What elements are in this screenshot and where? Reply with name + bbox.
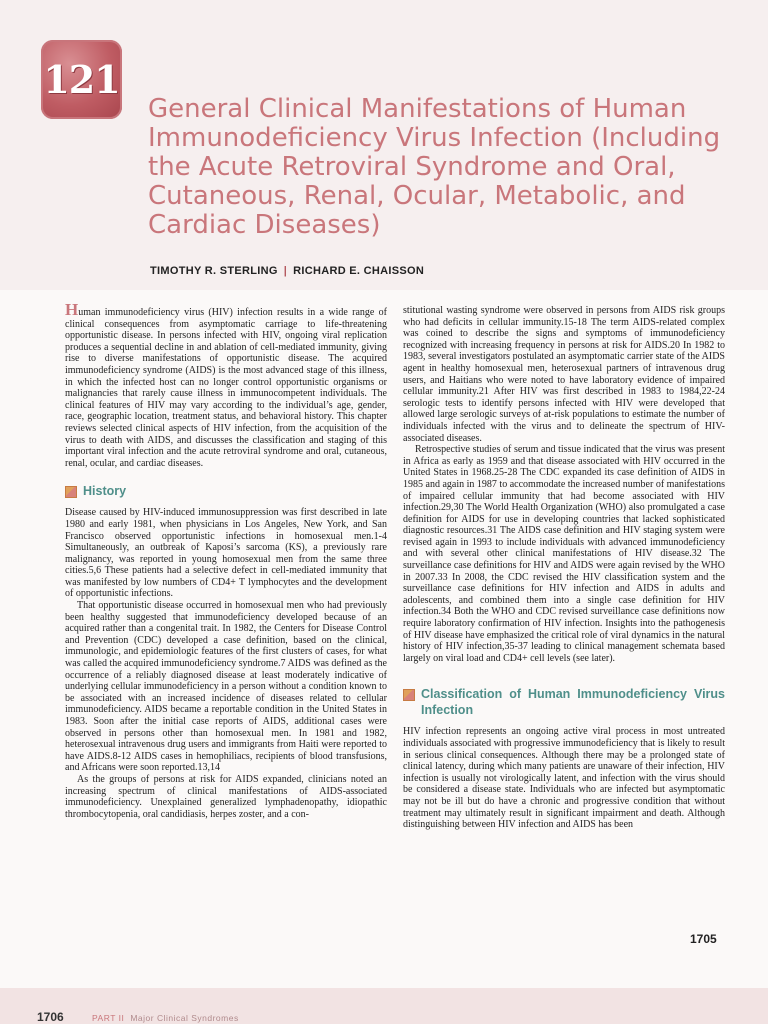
right-column: [403, 305, 725, 831]
footer-page-number: 1706: [37, 1010, 64, 1024]
authors: [150, 265, 424, 277]
chapter-number-badge: [41, 40, 122, 119]
footer-part-label: [92, 1013, 239, 1023]
classification-paragraph-1: HIV infection represents an ongoing active viral process in most untreated individuals associated with progressive immunodeficiency that is likely to result in serious clinical consequences. Although there may be a prolonged state of clinical latency, during which many patients are unaware of their infection, HIV infection is usually not virologically latent, and infection with the virus should be considered a disease state. Individuals who are infected but asymptomatic may not be ill but do have a chronic and progressive condition that without treatment may ultimately result in significant impairment and death. Although distinguishing between HIV infection and AIDS has been: [403, 726, 725, 831]
intro-paragraph: [65, 300, 387, 469]
right-paragraph-2: Retrospective studies of serum and tissue indicated that the virus was present in Africa as early as 1959 and that disease associated with HIV occurred in the United States in 1968.25-28 The CDC expanded its case definition of AIDS in 1985 and again in 1987 to accommodate the increased number of manifestations of impaired cellular immunity that had become associated with HIV infection.29,30 The World Health Organization (WHO) also promulgated a case definition for AIDS for use in developing countries that lacked sophisticated diagnostic resources.31 The AIDS case definition and HIV staging system were revised again in 1993 to include individuals with advanced immunodeficiency and with several other clinical manifestations of HIV disease.32 The surveillance case definitions for HIV and AIDS were again revised by the WHO in 2007.33 In 2008, the CDC revised the HIV classification system and the surveillance case definitions for HIV infection and AIDS in adults and adolescents, and combined them into a single case definition for HIV infection.34 Both the WHO and CDC revised surveillance case definitions now require laboratory confirmation of HIV infection. Insights into the pathogenesis of HIV disease have emphasized the critical role of viral dynamics in the natural history of HIV infection,35-37 leading to clinical management schemata based largely on viral load and CD4+ cell levels (see later).: [403, 444, 725, 664]
section-marker-icon: [65, 486, 77, 498]
section-heading-history: [65, 483, 387, 499]
section-heading-text: Classification of Human Immunodeficiency Virus Infection: [421, 687, 725, 718]
section-heading-text: History: [83, 484, 127, 499]
page-number-right: 1705: [690, 932, 717, 946]
footer-part-title: Major Clinical Syndromes: [130, 1013, 239, 1023]
history-paragraph-1: Disease caused by HIV-induced immunosuppression was first described in late 1980 and early 1981, when physicians in Los Angeles, New York, and San Francisco observed opportunistic infections in homosexual men.1-4 Simultaneously, an outbreak of Kaposi’s sarcoma (KS), a previously rare malignancy, was reported in young homosexual men from the same three cities.5,6 These patients had a selective defect in cell-mediated immunity that was manifested by low numbers of CD4+ T lymphocytes and the development of opportunistic infections.: [65, 507, 387, 600]
author-2: RICHARD E. CHAISSON: [293, 265, 425, 277]
intro-text: uman immunodeficiency virus (HIV) infection results in a wide range of clinical consequences from asymptomatic carriage to life-threatening opportunistic disease. In persons infected with HIV, ongoing viral replication produces a sequential decline in and ablation of cell-mediated immunity, giving rise to diverse manifestations of opportunistic disease. The acquired immunodeficiency syndrome (AIDS) is the most advanced stage of this illness, in which the infected host can no longer control opportunistic organisms or malignancies that rarely cause illness in immunocompetent individuals. The clinical features of HIV may vary according to the individual’s age, gender, race, geographic location, treatment status, and behavioral history. This chapter reviews selected clinical aspects of HIV infection, from the acquisition of the virus to death with AIDS, and discusses the classification and staging of this important viral infection and the acute retroviral syndrome and oral, cutaneous, renal, ocular, and cardiac diseases.: [65, 307, 387, 469]
author-1: TIMOTHY R. STERLING: [150, 265, 278, 277]
chapter-number: 121: [43, 57, 120, 102]
section-marker-icon: [403, 689, 415, 701]
history-paragraph-2: That opportunistic disease occurred in homosexual men who had previously been healthy suggested that immunodeficiency developed because of an acquired rather than a congenital trait. In 1982, the Centers for Disease Control and Prevention (CDC) developed a case definition, based on the clinical, immunologic, and epidemiologic features of the first clusters of cases, for what was called the acquired immunodeficiency syndrome.7 AIDS was defined as the occurrence of a reliably diagnosed disease at least moderately indicative of underlying cellular immunodeficiency in a person without a condition known to be associated with an increased incidence of diseases related to cellular immunodeficiency. AIDS became a reportable condition in the United States in 1983. Soon after the initial case reports of AIDS, additional cases were observed in persons other than homosexual men. In 1981 and 1982, heterosexual intravenous drug users and immigrants from Haiti were reported to have AIDS.8-12 AIDS cases in hemophiliacs, recipients of blood transfusions, and Africans were soon reported.13,14: [65, 600, 387, 774]
footer-part: PART II: [92, 1013, 125, 1023]
chapter-title: General Clinical Manifestations of Human Immunodeficiency Virus Infection (Including the Acute Retroviral Syndrome and Oral, Cutaneous, Renal, Ocular, Metabolic, and Cardiac Diseases): [148, 94, 721, 240]
section-heading-classification: [403, 686, 725, 718]
author-separator: |: [283, 265, 288, 277]
left-column: [65, 300, 387, 820]
history-paragraph-3: As the groups of persons at risk for AIDS expanded, clinicians noted an increasing spectrum of clinical manifestations of AIDS-associated immunodeficiency. Unexplained generalized lymphadenopathy, idiopathic thrombocytopenia, oral candidiasis, herpes zoster, and a con-: [65, 773, 387, 820]
right-paragraph-1: stitutional wasting syndrome were observed in persons from AIDS risk groups who had deficits in cellular immunity.15-18 The term AIDS-related complex was coined to describe the signs and symptoms of immunodeficiency recognized with increasing frequency in persons at risk for AIDS.20 In 1982 to 1983, several investigators postulated an asymptomatic carrier state of the AIDS agent in healthy homosexual men, heterosexual partners of intravenous drug users, and Haitians who were noted to have laboratory evidence of impaired cellular immunity.21 After HIV was first described in 1983 to 1984,22-24 serologic tests to identify persons infected with HIV were developed that allowed large serologic surveys of at-risk populations to estimate the number of individuals infected with the virus and to delineate the spectrum of HIV-associated diseases.: [403, 305, 725, 444]
drop-cap: H: [65, 300, 79, 319]
